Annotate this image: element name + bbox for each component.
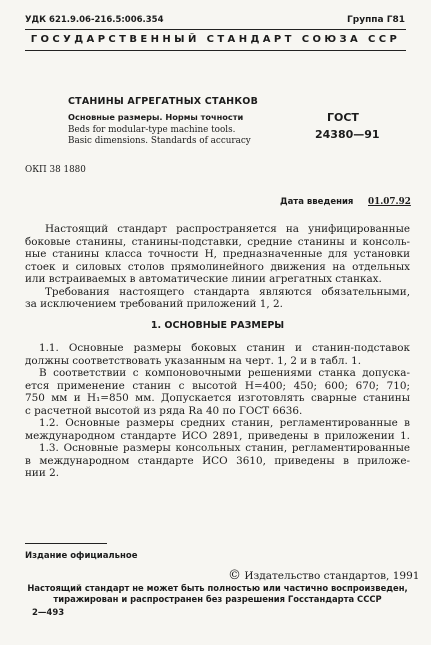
text-line: 1.2. Основные размеры средних станин, регламентированные в xyxy=(39,417,410,429)
text-line: или встраиваемых в автоматические линии агрегатных станках. xyxy=(25,273,382,285)
text-line: в международном стандарте ИСО 3610, приведены в приложе- xyxy=(25,454,410,467)
text-line: ется применение станин с высотой H=400; 450; 600; 670; 710; xyxy=(25,379,410,392)
section-1-text xyxy=(25,342,410,480)
text-line: 1.1. Основные размеры боковых станин и станин-подставок xyxy=(39,342,410,354)
text-line: ные станины класса точности Н, предназначенные для установки xyxy=(25,248,410,260)
text-line: Требования настоящего стандарта являются обязательными, xyxy=(45,285,410,298)
state-standard-banner: ГОСУДАРСТВЕННЫЙ СТАНДАРТ СОЮЗА ССР xyxy=(30,34,401,45)
text-line: 1.3. Основные размеры консольных станин, регламентированные xyxy=(39,442,410,454)
text-line: должны соответствовать указанным на черт. 1, 2 и в табл. 1. xyxy=(25,354,362,367)
gost-number: 24380—91 xyxy=(315,128,380,141)
copyright-text: Издательство стандартов, 1991 xyxy=(244,570,420,582)
intro-paragraph-1 xyxy=(25,223,410,286)
header-rule-top xyxy=(25,29,406,30)
copyright-icon: © xyxy=(228,568,241,583)
official-edition-label: Издание официальное xyxy=(25,551,138,561)
header-rule-bottom xyxy=(25,50,406,51)
text-line: за исключением требований приложений 1, 2. xyxy=(25,298,283,310)
gost-label: ГОСТ xyxy=(327,111,359,124)
standard-subtitle-ru: Основные размеры. Нормы точности xyxy=(68,112,244,122)
standard-title-ru: СТАНИНЫ АГРЕГАТНЫХ СТАНКОВ xyxy=(68,96,259,107)
footer-rule xyxy=(25,543,107,544)
text-line: Настоящий стандарт распространяется на унифицированные xyxy=(45,223,410,235)
reprint-notice-line2: тиражирован и распространен без разрешения Госстандарта СССР xyxy=(53,594,382,604)
effective-date-label: Дата введения xyxy=(280,197,354,207)
page-code: 2—493 xyxy=(32,608,65,618)
text-line: нии 2. xyxy=(25,467,59,479)
reprint-notice xyxy=(25,583,410,605)
group-code: Группа Г81 xyxy=(347,15,405,25)
copyright-line xyxy=(228,568,419,583)
section-heading: 1. ОСНОВНЫЕ РАЗМЕРЫ xyxy=(150,320,285,331)
text-line: 750 мм и H₁=850 мм. Допускается изготовлять сварные станины xyxy=(25,392,410,404)
text-line: с расчетной высотой из ряда Ra 40 по ГОСТ 6636. xyxy=(25,404,303,417)
intro-text xyxy=(25,223,410,311)
effective-date-value: 01.07.92 xyxy=(368,197,411,207)
standard-title-en-line1: Beds for modular-type machine tools. xyxy=(68,125,236,135)
text-line: боковые станины, станины-подставки, средние станины и консоль- xyxy=(25,235,410,248)
standard-title-en-line2: Basic dimensions. Standards of accuracy xyxy=(68,136,251,146)
okp-code: ОКП 38 1880 xyxy=(25,165,86,175)
udk-code: УДК 621.9.06-216.5:006.354 xyxy=(25,15,164,25)
reprint-notice-line1: Настоящий стандарт не может быть полностью или частично воспроизведен, xyxy=(27,583,408,593)
text-line: В соответствии с компоновочными решениями станка допуска- xyxy=(39,367,410,379)
text-line: международном стандарте ИСО 2891, приведены в приложении 1. xyxy=(25,429,410,442)
intro-paragraph-2 xyxy=(25,286,410,311)
text-line: стоек и силовых столов прямолинейного движения на отдельных xyxy=(25,260,410,273)
